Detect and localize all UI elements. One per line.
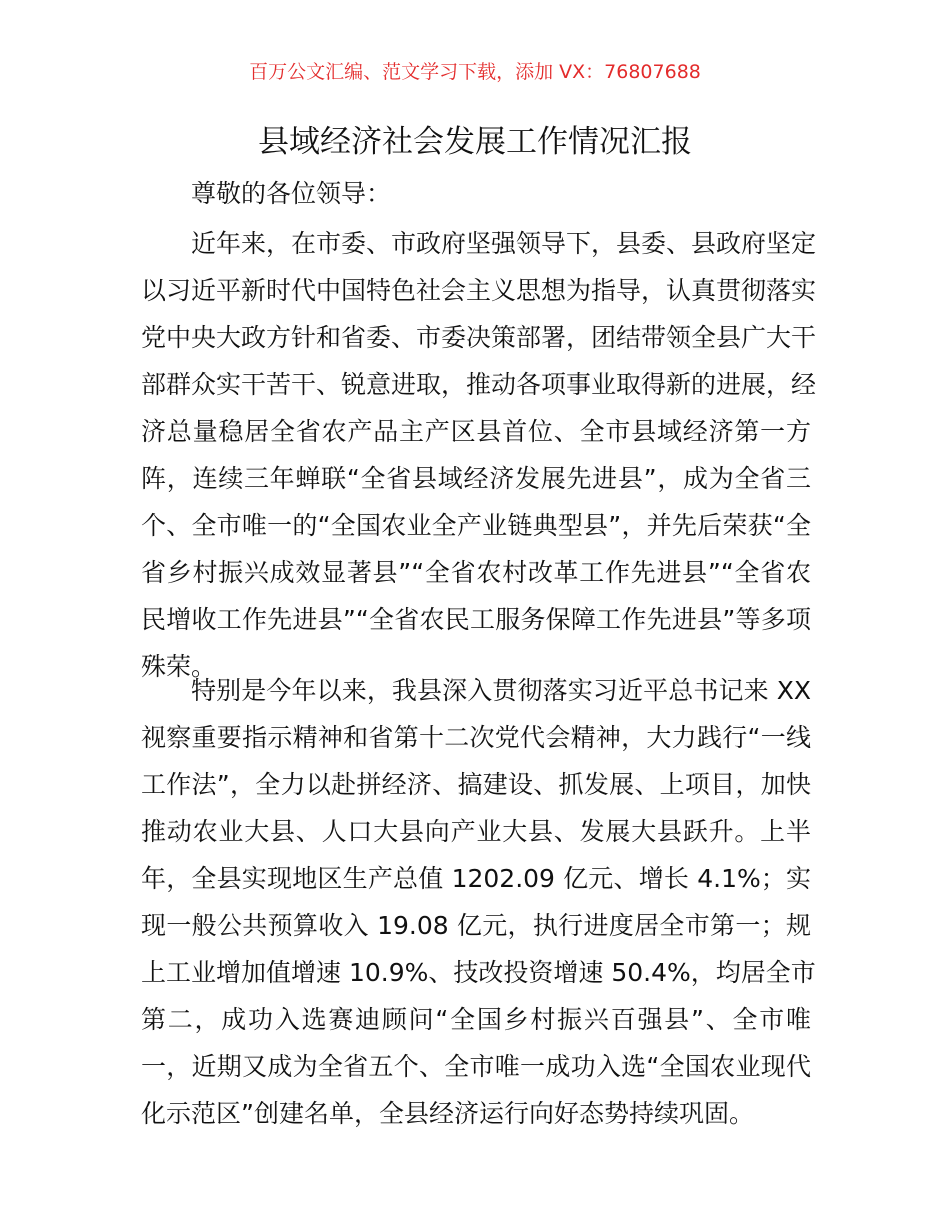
text-line: 省乡村振兴成效显著县”“全省农村改革工作先进县”“全省农	[141, 558, 811, 587]
text-line: 推动农业大县、人口大县向产业大县、发展大县跃升。上半	[141, 817, 811, 846]
text-line: 殊荣。	[141, 652, 217, 681]
text-line: 视察重要指示精神和省第十二次党代会精神，大力践行“一线	[141, 723, 811, 752]
text-line: 阵，连续三年蝉联“全省县域经济发展先进县”，成为全省三	[141, 464, 811, 493]
greeting: 尊敬的各位领导：	[191, 179, 392, 208]
text-line: 特别是今年以来，我县深入贯彻落实习近平总书记来 XX	[191, 676, 811, 705]
text-line: 上工业增加值增速 10.9%、技改投资增速 50.4%，均居全市	[141, 958, 816, 987]
text-line: 部群众实干苦干、锐意进取，推动各项事业取得新的进展，经	[141, 370, 817, 399]
text-line: 济总量稳居全省农产品主产区县首位、全市县域经济第一方	[141, 417, 811, 446]
text-line: 现一般公共预算收入 19.08 亿元，执行进度居全市第一；规	[141, 911, 811, 940]
text-line: 一，近期又成为全省五个、全市唯一成功入选“全国农业现代	[141, 1052, 811, 1081]
text-line: 党中央大政方针和省委、市委决策部署，团结带领全县广大干	[141, 323, 817, 352]
document-title: 县域经济社会发展工作情况汇报	[258, 124, 692, 160]
watermark-banner: 百万公文汇编、范文学习下载，添加 VX：76807688	[249, 61, 701, 83]
text-line: 以习近平新时代中国特色社会主义思想为指导，认真贯彻落实	[141, 276, 817, 305]
text-line: 工作法”，全力以赴拼经济、搞建设、抓发展、上项目，加快	[141, 770, 811, 799]
text-line: 近年来，在市委、市政府坚强领导下，县委、县政府坚定	[191, 229, 817, 258]
paragraph-1	[141, 220, 817, 690]
paragraph-2	[141, 667, 816, 1137]
text-line: 民增收工作先进县”“全省农民工服务保障工作先进县”等多项	[141, 605, 811, 634]
text-line: 个、全市唯一的“全国农业全产业链典型县”，并先后荣获“全	[141, 511, 811, 540]
text-line: 化示范区”创建名单，全县经济运行向好态势持续巩固。	[141, 1099, 754, 1128]
text-line: 年，全县实现地区生产总值 1202.09 亿元、增长 4.1%；实	[141, 864, 811, 893]
text-line: 第二，成功入选赛迪顾问“全国乡村振兴百强县”、全市唯	[141, 1005, 811, 1034]
